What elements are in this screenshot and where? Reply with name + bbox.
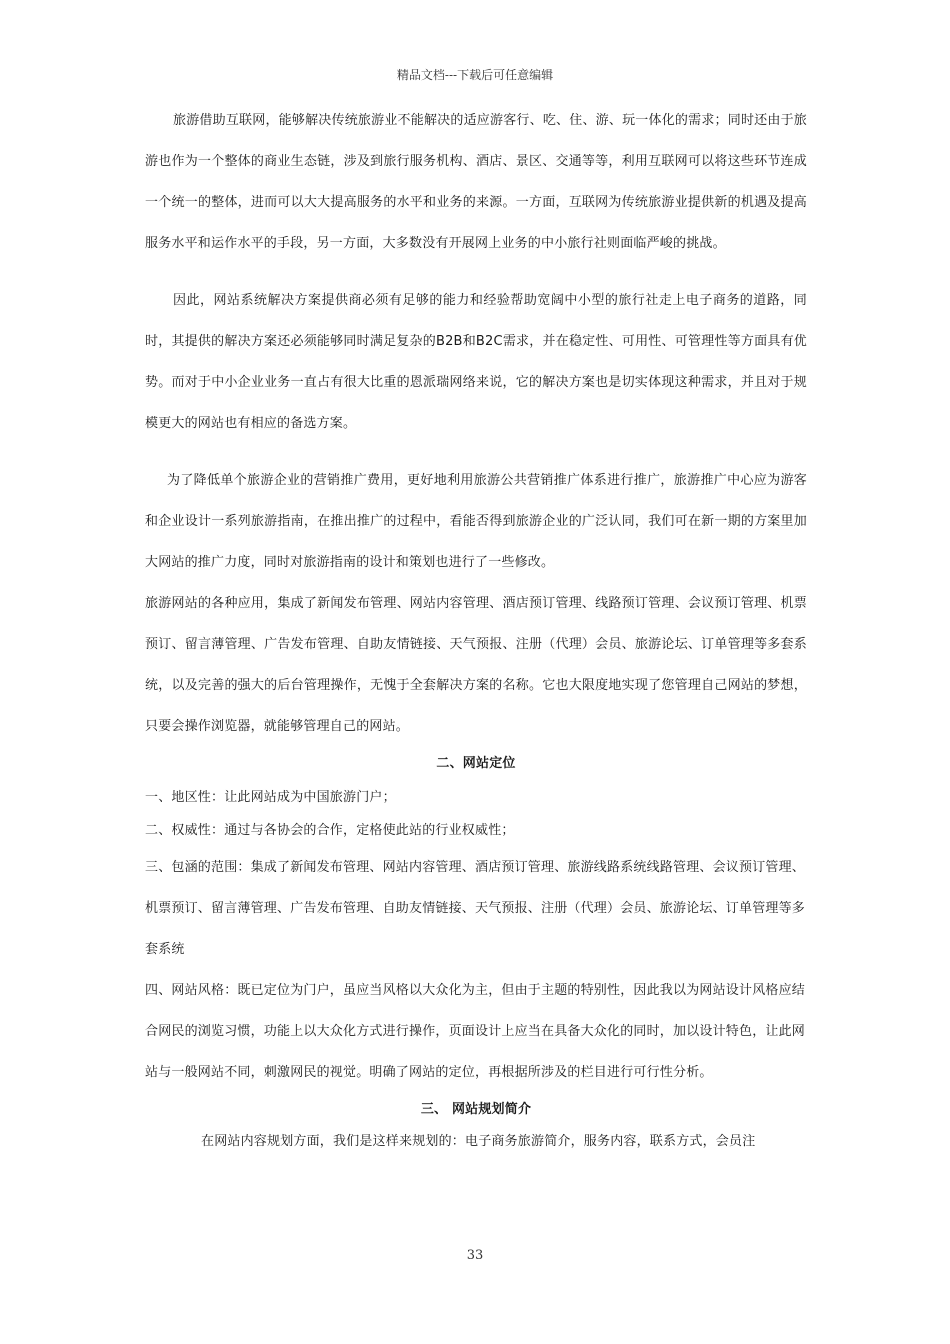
page-number: 33 <box>466 1248 484 1263</box>
positioning-item-region: 一、地区性：让此网站成为中国旅游门户； <box>145 790 396 805</box>
document-body <box>145 100 807 1157</box>
paragraph-solution: 因此，网站系统解决方案提供商必须有足够的能力和经验帮助宽阔中小型的旅行社走上电子商务的道路，同时，其提供的解决方案还必须能够同时满足复杂的B2B和B2C需求，并在稳定性、可用性、可管理性等方面具有优势。而对于中小企业业务一直占有很大比重的恩派瑞网络来说，它的解决方案也是切实体现这种需求，并且对于规模更大的网站也有相应的备选方案。 <box>145 293 807 431</box>
paragraph-intro: 旅游借助互联网，能够解决传统旅游业不能解决的适应游客行、吃、住、游、玩一体化的需求；同时还由于旅游也作为一个整体的商业生态链，涉及到旅行服务机构、酒店、景区、交通等等，利用互联网可以将这些环节连成一个统一的整体，进而可以大大提高服务的水平和业务的来源。一方面，互联网为传统旅游业提供新的机遇及提高服务水平和运作水平的手段，另一方面，大多数没有开展网上业务的中小旅行社则面临严峻的挑战。 <box>145 113 807 251</box>
positioning-item-style: 四、网站风格：既已定位为门户，虽应当风格以大众化为主，但由于主题的特别性，因此我以为网站设计风格应结合网民的浏览习惯，功能上以大众化方式进行操作，页面设计上应当在具备大众化的同时，加以设计特色，让此网站与一般网站不同，刺激网民的视觉。明确了网站的定位，再根据所涉及的栏目进行可行性分析。 <box>145 983 806 1080</box>
section-heading-positioning: 二、网站定位 <box>436 756 516 771</box>
positioning-item-scope: 三、包涵的范围：集成了新闻发布管理、网站内容管理、酒店预订管理、旅游线路系统线路管理、会议预订管理、机票预订、留言薄管理、广告发布管理、自助友情链接、天气预报、注册（代理）会员、旅游论坛、订单管理等多套系统 <box>145 860 806 957</box>
paragraph-applications: 旅游网站的各种应用，集成了新闻发布管理、网站内容管理、酒店预订管理、线路预订管理、会议预订管理、机票预订、留言薄管理、广告发布管理、自助友情链接、天气预报、注册（代理）会员、旅游论坛、订单管理等多套系统，以及完善的强大的后台管理操作，无愧于全套解决方案的名称。它也大限度地实现了您管理自己网站的梦想，只要会操作浏览器，就能够管理自己的网站。 <box>145 596 807 734</box>
positioning-item-authority: 二、权威性：通过与各协会的合作，定格使此站的行业权威性； <box>145 823 515 838</box>
page-header: 精品文档---下载后可任意编辑 <box>396 68 554 82</box>
paragraph-promotion: 为了降低单个旅游企业的营销推广费用，更好地利用旅游公共营销推广体系进行推广，旅游推广中心应为游客和企业设计一系列旅游指南，在推出推广的过程中，看能否得到旅游企业的广泛认同，我们可在新一期的方案里加大网站的推广力度，同时对旅游指南的设计和策划也进行了一些修改。 <box>145 473 807 570</box>
section-heading-planning: 三、 网站规划简介 <box>420 1102 532 1117</box>
paragraph-planning-intro: 在网站内容规划方面，我们是这样来规划的：电子商务旅游简介，服务内容，联系方式，会员注 <box>201 1134 756 1149</box>
